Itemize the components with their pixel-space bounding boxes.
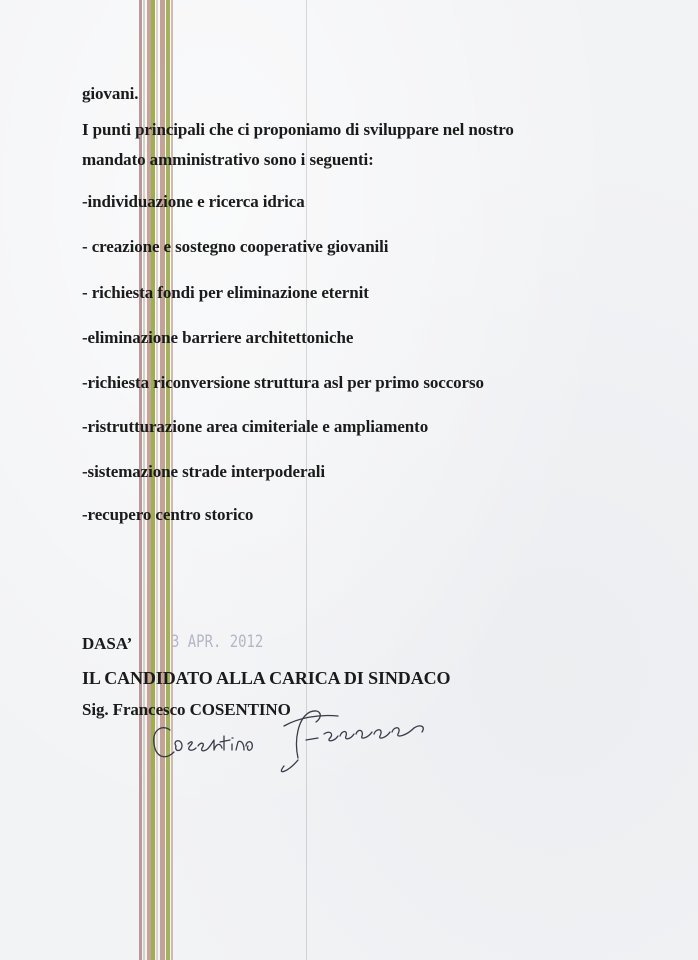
candidate-title: IL CANDIDATO ALLA CARICA DI SINDACO [82,668,451,688]
list-item: -recupero centro storico [82,505,254,524]
body-line: I punti principali che ci proponiamo di sviluppare nel nostro [82,120,514,139]
place-label: DASA’ [82,634,133,653]
list-item: -richiesta riconversione struttura asl per primo soccorso [82,373,484,392]
body-line: mandato amministrativo sono i seguenti: [82,150,374,169]
handwritten-signature [148,700,438,780]
list-item: -sistemazione strade interpoderali [82,462,326,481]
list-item: - creazione e sostegno cooperative giovanili [82,237,389,256]
list-item: -ristrutturazione area cimiteriale e ampliamento [82,417,429,436]
list-item: -eliminazione barriere architettoniche [82,328,354,347]
date-stamp: 3 APR. 2012 [171,632,264,652]
list-item: -individuazione e ricerca idrica [82,192,305,211]
candidate-name: Sig. Francesco COSENTINO [82,700,291,719]
list-item: - richiesta fondi per eliminazione eternit [82,283,369,302]
body-line: giovani. [82,84,139,103]
